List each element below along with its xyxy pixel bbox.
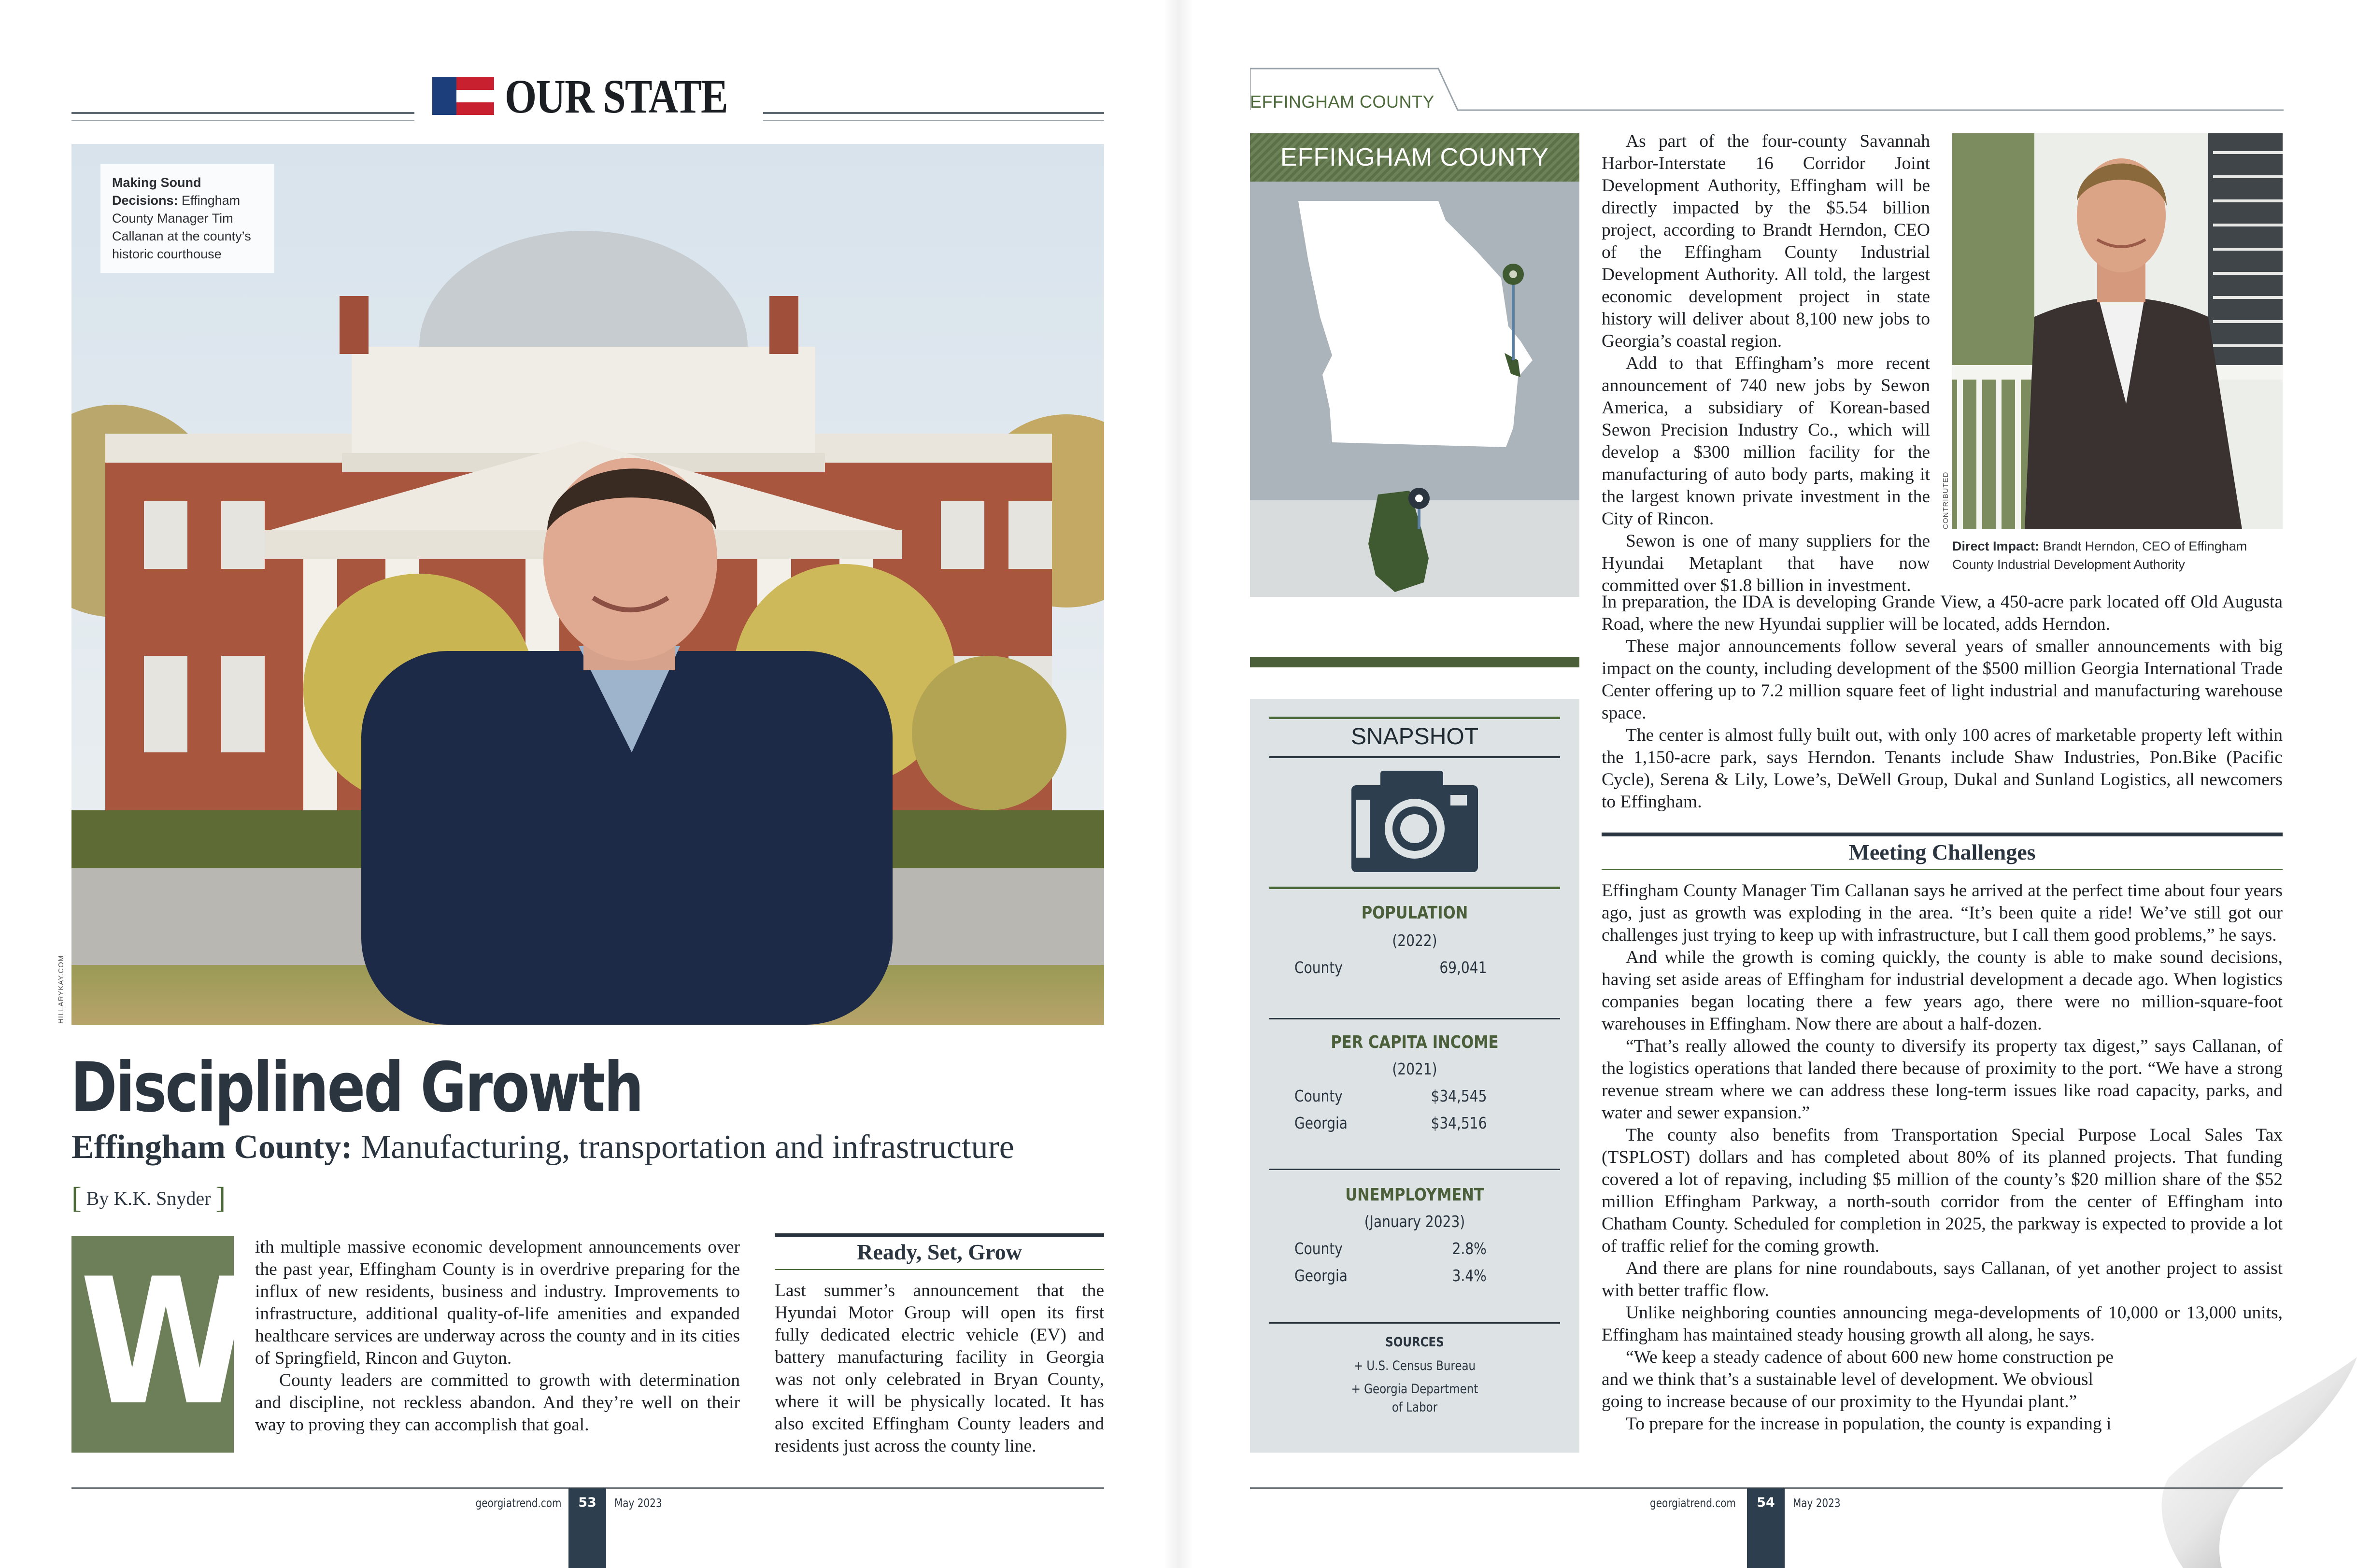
- stat-value: 2.8%: [1452, 1239, 1487, 1258]
- section-tab-label: EFFINGHAM COUNTY: [1250, 92, 1434, 112]
- body-paragraph: Effingham County Manager Tim Callanan says he arrived at the perfect time about four years ago, just as growth was exploding in the area. “It’s been quite a ride! We’ve still got our challenges just trying to keep up with infrastructure, but I call them good problems,” he says.: [1602, 881, 2283, 945]
- stat-label: County: [1294, 1087, 1343, 1105]
- county-map-panel: [1250, 133, 1579, 597]
- snapshot-rule: [1269, 1169, 1560, 1170]
- stat-label: Georgia: [1294, 1266, 1348, 1285]
- intro-paragraph: ith multiple massive economic development announcements over the past year, Effingham County is in overdrive preparing for the influx of new residents, business and industry. Improvements to infrastructure, additional quality-of-life amenities and expanded healthcare services are underway across the county and in its cities of Springfield, Rincon and Guyton.: [255, 1237, 740, 1368]
- photo-credit: HILLARYKAY.COM: [57, 955, 65, 1024]
- body-paragraph: and we think that’s a sustainable level of development. We obviousl: [1602, 1370, 2093, 1389]
- footer-site: georgiatrend.com: [475, 1496, 561, 1510]
- caption-bold: Making Sound Decisions:: [112, 175, 201, 208]
- body-paragraph: These major announcements follow several years of smaller announcements with big impact on the county, including development of the $500 million Georgia International Trade Center offering up to 7.2 million square feet of light industrial and manufacturing warehouse space.: [1602, 636, 2283, 723]
- stat-value: 3.4%: [1452, 1266, 1487, 1285]
- income-heading: PER CAPITA INCOME: [1331, 1032, 1499, 1052]
- footer-site: georgiatrend.com: [1650, 1496, 1736, 1510]
- byline: [ By K.K. Snyder ]: [71, 1182, 226, 1215]
- map-bottom-bar: [1250, 657, 1579, 667]
- portrait-credit: CONTRIBUTED: [1942, 471, 1950, 529]
- body-paragraph: “We keep a steady cadence of about 600 new home construction pe: [1626, 1347, 2114, 1367]
- stat-value: $34,545: [1431, 1087, 1487, 1105]
- portrait-caption-text: Brandt Herndon, CEO of Effingham County Industrial Development Authority: [1952, 539, 2247, 572]
- caption-text: Effingham County Manager Tim Callanan at the county’s historic courthouse: [112, 193, 251, 261]
- body-paragraph: And while the growth is coming quickly, the county is able to make sound decisions, having set aside areas of Effingham for industrial development a decade ago. When logistics companies began locating there a few years ago, there were no million-square-foot warehouses in Effingham. Now there are about a half-dozen.: [1602, 947, 2283, 1034]
- intro-column: [255, 1236, 740, 1436]
- portrait-caption-bold: Direct Impact:: [1952, 539, 2040, 553]
- section-heading: Meeting Challenges: [1848, 840, 2036, 864]
- header-rule-right: [763, 112, 1104, 114]
- body-paragraph: As part of the four-county Savannah Harbor-Interstate 16 Corridor Joint Development Authority, Effingham will be directly impacted by the $5.54 billion project, according to Brandt Herndon, CEO of the Effingham County Industrial Development Authority. All told, the largest economic development project in state history will deliver about 8,100 new jobs to Georgia’s coastal region.: [1602, 131, 1930, 351]
- map-title: EFFINGHAM COUNTY: [1250, 133, 1579, 182]
- portrait-photo: [1952, 133, 2283, 529]
- source-item: + U.S. Census Bureau: [1353, 1358, 1476, 1373]
- section-column: [775, 1280, 1104, 1457]
- stat-label: County: [1294, 1239, 1343, 1258]
- snapshot-rule: [1269, 887, 1560, 889]
- body-paragraph: And there are plans for nine roundabouts, says Callanan, of yet another project to assist with better traffic flow.: [1602, 1258, 2283, 1300]
- snapshot-rule: [1269, 1018, 1560, 1019]
- hero-photo: [71, 144, 1104, 1025]
- unemployment-heading: UNEMPLOYMENT: [1345, 1185, 1484, 1205]
- portrait-caption: [1952, 537, 2290, 574]
- footer-date: May 2023: [1793, 1496, 1841, 1510]
- right-column-top: [1602, 130, 1930, 597]
- header-rule-left-thin: [71, 120, 414, 121]
- income-year: (2021): [1392, 1059, 1437, 1078]
- body-paragraph: The county also benefits from Transportation Special Purpose Local Sales Tax (TSPLOST) dollars and has completed about 80% of its planned projects. That funding covered a lot of repaving, including $5 million of the county’s $20 million share of the $52 million Effingham Parkway, a north-south corridor from the center of Effingham into Chatham County. Scheduled for completion in 2025, the parkway is expected to provide a lot of traffic relief for the coming growth.: [1602, 1125, 2283, 1256]
- footer-date: May 2023: [614, 1496, 662, 1510]
- page-number: 53: [568, 1488, 606, 1568]
- header-rule-right-thin: [763, 120, 1104, 121]
- drop-cap: W: [71, 1236, 234, 1453]
- sidehead-top-bar: [1602, 833, 2283, 836]
- body-paragraph: Sewon is one of many suppliers for the Hyundai Metaplant that have now committed over $1.8 billion in investment.: [1602, 531, 1930, 595]
- body-paragraph: Add to that Effingham’s more recent announcement of 740 new jobs by Sewon America, a subsidiary of Korean-based Sewon Precision Industry Co., which will develop a $300 million facility for the manufacturing of auto body parts, making it the largest known private investment in the City of Rincon.: [1602, 353, 1930, 529]
- courthouse-photo-illustration: [71, 144, 1104, 1025]
- left-page: [0, 0, 1178, 1568]
- source-item: of Labor: [1391, 1400, 1438, 1415]
- georgia-map-icon: [1250, 133, 1579, 597]
- section-title: OUR STATE: [505, 70, 727, 123]
- camera-icon: [1351, 771, 1478, 872]
- snapshot-rule: [1269, 1322, 1560, 1324]
- subhead-bold: Effingham County:: [71, 1129, 353, 1166]
- section-heading: Ready, Set, Grow: [857, 1240, 1022, 1264]
- snapshot-rule: [1269, 756, 1560, 758]
- meeting-column: [1602, 880, 2283, 1435]
- stat-value: $34,516: [1431, 1114, 1487, 1132]
- body-paragraph: The center is almost fully built out, with only 100 acres of marketable property left within the 1,150-acre park, says Herndon. Tenants include Shaw Industries, Pon.Bike (Pacific Cycle), Serena & Lily, Lowe’s, DeWell Group, Dukal and Sunland Logistics, all newcomers to Effingham.: [1602, 725, 2283, 812]
- body-paragraph: In preparation, the IDA is developing Grande View, a 450-acre park located off Old Augusta Road, where the new Hyundai supplier will be located, adds Herndon.: [1602, 592, 2283, 634]
- sidehead-bottom-rule: [775, 1269, 1104, 1270]
- stat-label: County: [1294, 958, 1343, 977]
- body-paragraph: To prepare for the increase in population, the county is expanding i: [1626, 1414, 2112, 1434]
- source-item: + Georgia Department: [1351, 1382, 1478, 1397]
- body-paragraph: “That’s really allowed the county to diversify its property tax digest,” says Callanan, of the logistics operations that landed there because of proximity to the port. “We have a strong revenue stream where we can address these long-term issues like road capacity, parks, and water and sewer expansion.”: [1602, 1036, 2283, 1123]
- sidehead-bottom-rule: [1602, 869, 2283, 870]
- section-paragraph: Last summer’s announcement that the Hyundai Motor Group will open its first fully dedicated electric vehicle (EV) and battery manufacturing facility in Georgia was not only celebrated in Bryan County, where it will be physically located. It has also excited Effingham County leaders and residents just across the county line.: [775, 1281, 1104, 1456]
- article-subhead: [71, 1128, 1014, 1167]
- stat-value: 69,041: [1439, 958, 1487, 977]
- header-rule-left: [71, 112, 414, 114]
- byline-text: By K.K. Snyder: [86, 1187, 211, 1209]
- sources-heading: SOURCES: [1385, 1335, 1444, 1350]
- intro-paragraph: County leaders are committed to growth with determination and discipline, not reckless abandon. And they’re well on their way to proving they can accomplish that goal.: [255, 1370, 740, 1435]
- stat-label: Georgia: [1294, 1114, 1348, 1132]
- subhead-text: Manufacturing, transportation and infrastructure: [352, 1129, 1014, 1166]
- page-curl-icon: [2154, 1357, 2357, 1568]
- page-number: 54: [1747, 1488, 1785, 1568]
- body-paragraph: Unlike neighboring counties announcing mega-developments of 10,000 or 13,000 units, Effingham has maintained steady housing growth all along, he says.: [1602, 1303, 2283, 1345]
- snapshot-title: SNAPSHOT: [1350, 724, 1479, 749]
- article-headline: Disciplined Growth: [71, 1048, 642, 1128]
- sidehead-top-bar: [775, 1233, 1104, 1237]
- portrait-illustration: [1952, 133, 2283, 529]
- body-paragraph: going to increase because of our proximity to the Hyundai plant.”: [1602, 1392, 2077, 1412]
- unemployment-year: (January 2023): [1364, 1212, 1465, 1231]
- photo-caption: [100, 164, 274, 273]
- snapshot-panel: [1250, 699, 1579, 1453]
- population-heading: POPULATION: [1361, 903, 1468, 923]
- population-year: (2022): [1392, 931, 1437, 950]
- right-column-wide: [1602, 591, 2283, 813]
- snapshot-rule: [1269, 717, 1560, 719]
- georgia-flag-icon: [432, 77, 494, 115]
